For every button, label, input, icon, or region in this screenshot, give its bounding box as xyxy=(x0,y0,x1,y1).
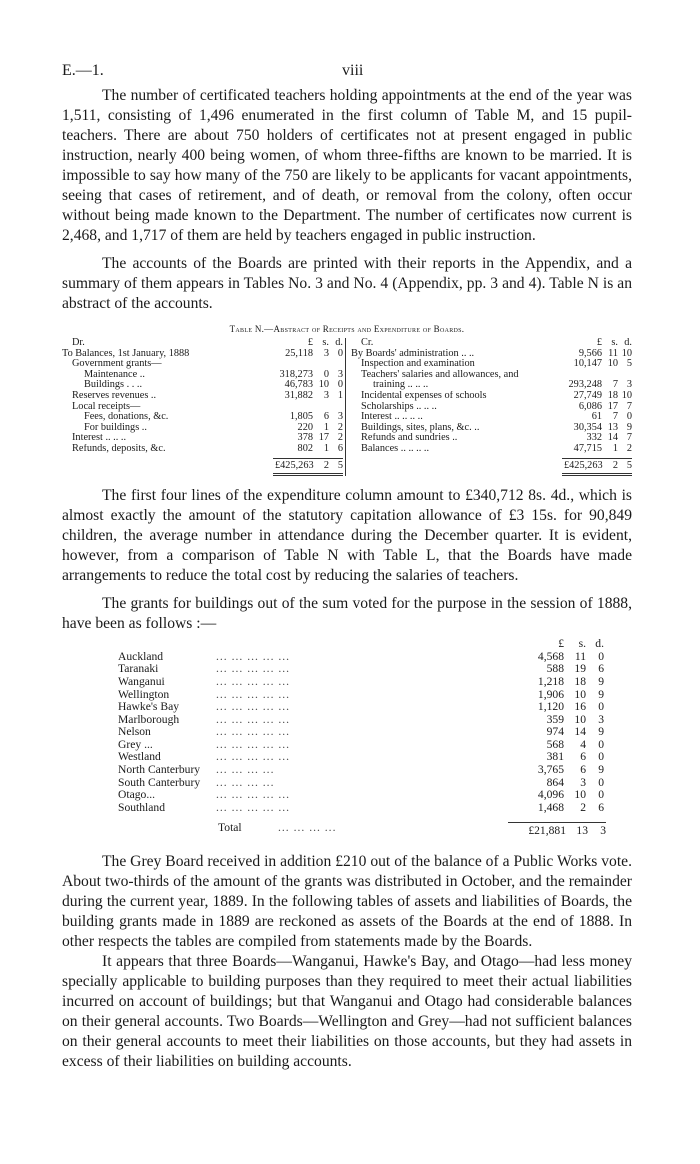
receipt-row-label: Government grants— xyxy=(72,359,162,370)
receipt-row-label: To Balances, 1st January, 1888 xyxy=(62,348,190,359)
expenditure-row: Buildings, sites, plans, &c. .. 30,354 13 9 xyxy=(351,423,632,434)
table-n xyxy=(62,338,632,476)
receipt-row: Interest .. .. .. 378 17 2 xyxy=(62,433,343,444)
expenditure-row-label: Buildings, sites, plans, &c. .. xyxy=(361,422,480,433)
expenditure-row-label: By Boards' administration .. .. xyxy=(351,348,475,359)
grant-board-name: Wellington xyxy=(118,687,170,701)
receipt-row: Refunds, deposits, &c. 802 1 6 xyxy=(62,444,343,455)
grant-row: Taranaki ... ... ... ... ... 588 19 6 xyxy=(62,663,632,676)
expenditure-row-label: Incidental expenses of schools xyxy=(361,390,487,401)
grant-board-name: North Canterbury xyxy=(118,763,201,777)
table-n-caption: Table N.—Abstract of Receipts and Expenditure of Boards. xyxy=(229,324,465,334)
paragraph-grants-intro: The grants for buildings out of the sum voted for the purpose in the session of 1888, have been as follows :— xyxy=(62,595,632,633)
receipts-total-rule xyxy=(273,471,343,476)
receipt-row-label: Interest .. .. .. xyxy=(72,433,127,444)
grants-total-label: Total xyxy=(218,821,242,835)
expenditure-row-label: Inspection and examination xyxy=(361,359,475,370)
expenditure-row: training .. .. .. 293,248 7 3 xyxy=(351,380,632,391)
grant-row: Marlborough ... ... ... ... ... 359 10 3 xyxy=(62,714,632,727)
grant-board-name: Auckland xyxy=(118,649,164,663)
page-header xyxy=(62,62,632,86)
expenditure-row-label: Scholarships .. .. .. xyxy=(361,401,437,412)
grant-row: South Canterbury ... ... ... ... 864 3 0 xyxy=(62,777,632,790)
grant-board-name: Marlborough xyxy=(118,712,180,726)
grant-board-name: Taranaki xyxy=(118,662,159,676)
document-page xyxy=(62,62,632,1072)
expenditure-row-label: Balances .. .. .. .. xyxy=(361,443,430,454)
expenditure-total: £425,263 2 5 xyxy=(564,459,632,471)
expenditure-column xyxy=(346,338,632,476)
grant-board-name: Southland xyxy=(118,800,166,814)
grant-row: Wanganui ... ... ... ... ... 1,218 18 9 xyxy=(62,676,632,689)
receipts-header: Dr. £ s. d. xyxy=(62,338,343,349)
expenditure-row-label: Refunds and sundries .. xyxy=(361,433,458,444)
expenditure-row: Incidental expenses of schools 27,749 18 10 xyxy=(351,391,632,402)
document-reference: E.—1. xyxy=(62,62,104,79)
expenditure-row-label: Teachers' salaries and allowances, and xyxy=(361,369,519,380)
receipt-row-label: Refunds, deposits, &c. xyxy=(72,443,166,454)
receipt-row: To Balances, 1st January, 1888 25,118 3 0 xyxy=(62,347,343,359)
grant-row: Auckland ... ... ... ... ... 4,568 11 0 xyxy=(62,651,632,664)
paragraph-expenditure: The first four lines of the expenditure column amount to £340,712 8s. 4d., which is almost exactly the amount of the statutory capitation allowance of £3 15s. for 90,849 children, the average number in attendance during the December quarter. It is evident, however, from a comparison of Table N with Table L, that the Boards have made arrangements to reduce the total cost by reducing the salaries of teachers. xyxy=(62,487,632,585)
receipt-row-label: Maintenance .. xyxy=(84,369,145,380)
receipt-row: For buildings .. 220 1 2 xyxy=(62,423,343,434)
grant-row: Grey ... ... ... ... ... ... 568 4 0 xyxy=(62,739,632,752)
receipt-row: Fees, donations, &c. 1,805 6 3 xyxy=(62,412,343,423)
grant-row: Otago... ... ... ... ... ... 4,096 10 0 xyxy=(62,789,632,802)
expenditure-row: Scholarships .. .. .. 6,086 17 7 xyxy=(351,402,632,413)
paragraph-grey-board: The Grey Board received in addition £210 out of the balance of a Public Works vote. About two-thirds of the amount of the grants was distributed in October, and the remainder during the current year, 1889. In the following tables of assets and liabilities of Boards, the building grants made in 1889 are reckoned as assets of the Boards at the end of 1888. In other respects the tables are compiled from statements made by the Boards. xyxy=(62,853,632,951)
cr-label: Cr. xyxy=(361,338,374,348)
expenditure-row: Refunds and sundries .. 332 14 7 xyxy=(351,433,632,444)
receipt-row: Reserves revenues .. 31,882 3 1 xyxy=(62,391,343,402)
grant-board-name: Nelson xyxy=(118,725,151,739)
grant-board-name: Hawke's Bay xyxy=(118,700,180,714)
expenditure-row-label: Interest .. .. .. .. xyxy=(361,412,423,423)
expenditure-row: By Boards' administration .. .. 9,566 11 10 xyxy=(351,347,632,359)
grant-board-name: Otago... xyxy=(118,788,156,802)
grant-row: North Canterbury ... ... ... ... 3,765 6 9 xyxy=(62,764,632,777)
grant-row: Hawke's Bay ... ... ... ... ... 1,120 16 0 xyxy=(62,701,632,714)
grants-header: £ s. d. xyxy=(558,637,604,651)
grant-board-name: South Canterbury xyxy=(118,775,201,789)
grants-total-row: Total ... ... ... ... £21,881 13 3 xyxy=(62,822,632,838)
receipt-row-label: Fees, donations, &c. xyxy=(84,412,169,423)
receipt-row-label: Local receipts— xyxy=(72,401,141,412)
paragraph-balances: It appears that three Boards—Wanganui, Hawke's Bay, and Otago—had less money specially applicable to building purposes than they required to meet their actual liabilities incurred on account of buildings; but that Wanganui and Otago had considerable balances on their general accounts. Two Boards—Wellington and Grey—had not sufficient balances on their general accounts to meet their liabilities on those accounts, but they had assets in excess of their liabilities on building accounts. xyxy=(62,953,632,1071)
grant-row: Southland ... ... ... ... ... 1,468 2 6 xyxy=(62,802,632,815)
grant-row: Nelson ... ... ... ... ... 974 14 9 xyxy=(62,726,632,739)
expenditure-row: Inspection and examination 10,147 10 5 xyxy=(351,359,632,370)
building-grants-table xyxy=(62,638,632,838)
grant-row: Wellington ... ... ... ... ... 1,906 10 9 xyxy=(62,689,632,702)
expenditure-row: Balances .. .. .. .. 47,715 1 2 xyxy=(351,444,632,455)
receipt-row-label: For buildings .. xyxy=(84,422,147,433)
expenditure-row: Interest .. .. .. .. 61 7 0 xyxy=(351,412,632,423)
expenditure-row-label: training .. .. .. xyxy=(373,380,429,391)
receipt-row-label: Buildings . . .. xyxy=(84,380,143,391)
grant-board-name: Grey ... xyxy=(118,737,153,751)
receipt-row: Buildings . . .. 46,783 10 0 xyxy=(62,380,343,391)
expenditure-header: Cr. £ s. d. xyxy=(351,338,632,349)
grant-row: Westland ... ... ... ... ... 381 6 0 xyxy=(62,751,632,764)
receipt-row-label: Reserves revenues .. xyxy=(72,390,157,401)
paragraph-teachers: The number of certificated teachers holding appointments at the end of the year was 1,511, consisting of 1,496 enumerated in the first column of Table M, and 15 pupil-teachers. There are about 750 holders of certificates not at present engaged in public instruction, nearly 400 being women, of whom three-fifths are known to be married. It is impossible to say how many of the 750 are likely to be applicants for vacant appointments, seeing that cases of retirement, and of death, or removal from the colony, often occur without being made known to the Department. The number of certificates now current is 2,468, and 1,717 of them are held by teachers engaged in public instruction. xyxy=(62,87,632,244)
paragraph-accounts: The accounts of the Boards are printed with their reports in the Appendix, and a summary of them appears in Tables No. 3 and No. 4 (Appendix, pp. 3 and 4). Table N is an abstract of the accounts. xyxy=(62,255,632,312)
grant-board-name: Westland xyxy=(118,750,161,764)
dr-label: Dr. xyxy=(72,338,85,348)
page-number: viii xyxy=(342,62,364,79)
receipts-column xyxy=(62,338,346,476)
receipt-row: Maintenance .. 318,273 0 3 xyxy=(62,370,343,381)
expenditure-total-rule xyxy=(562,471,632,476)
grant-board-name: Wanganui xyxy=(118,674,165,688)
receipts-total: £425,263 2 5 xyxy=(275,459,343,471)
